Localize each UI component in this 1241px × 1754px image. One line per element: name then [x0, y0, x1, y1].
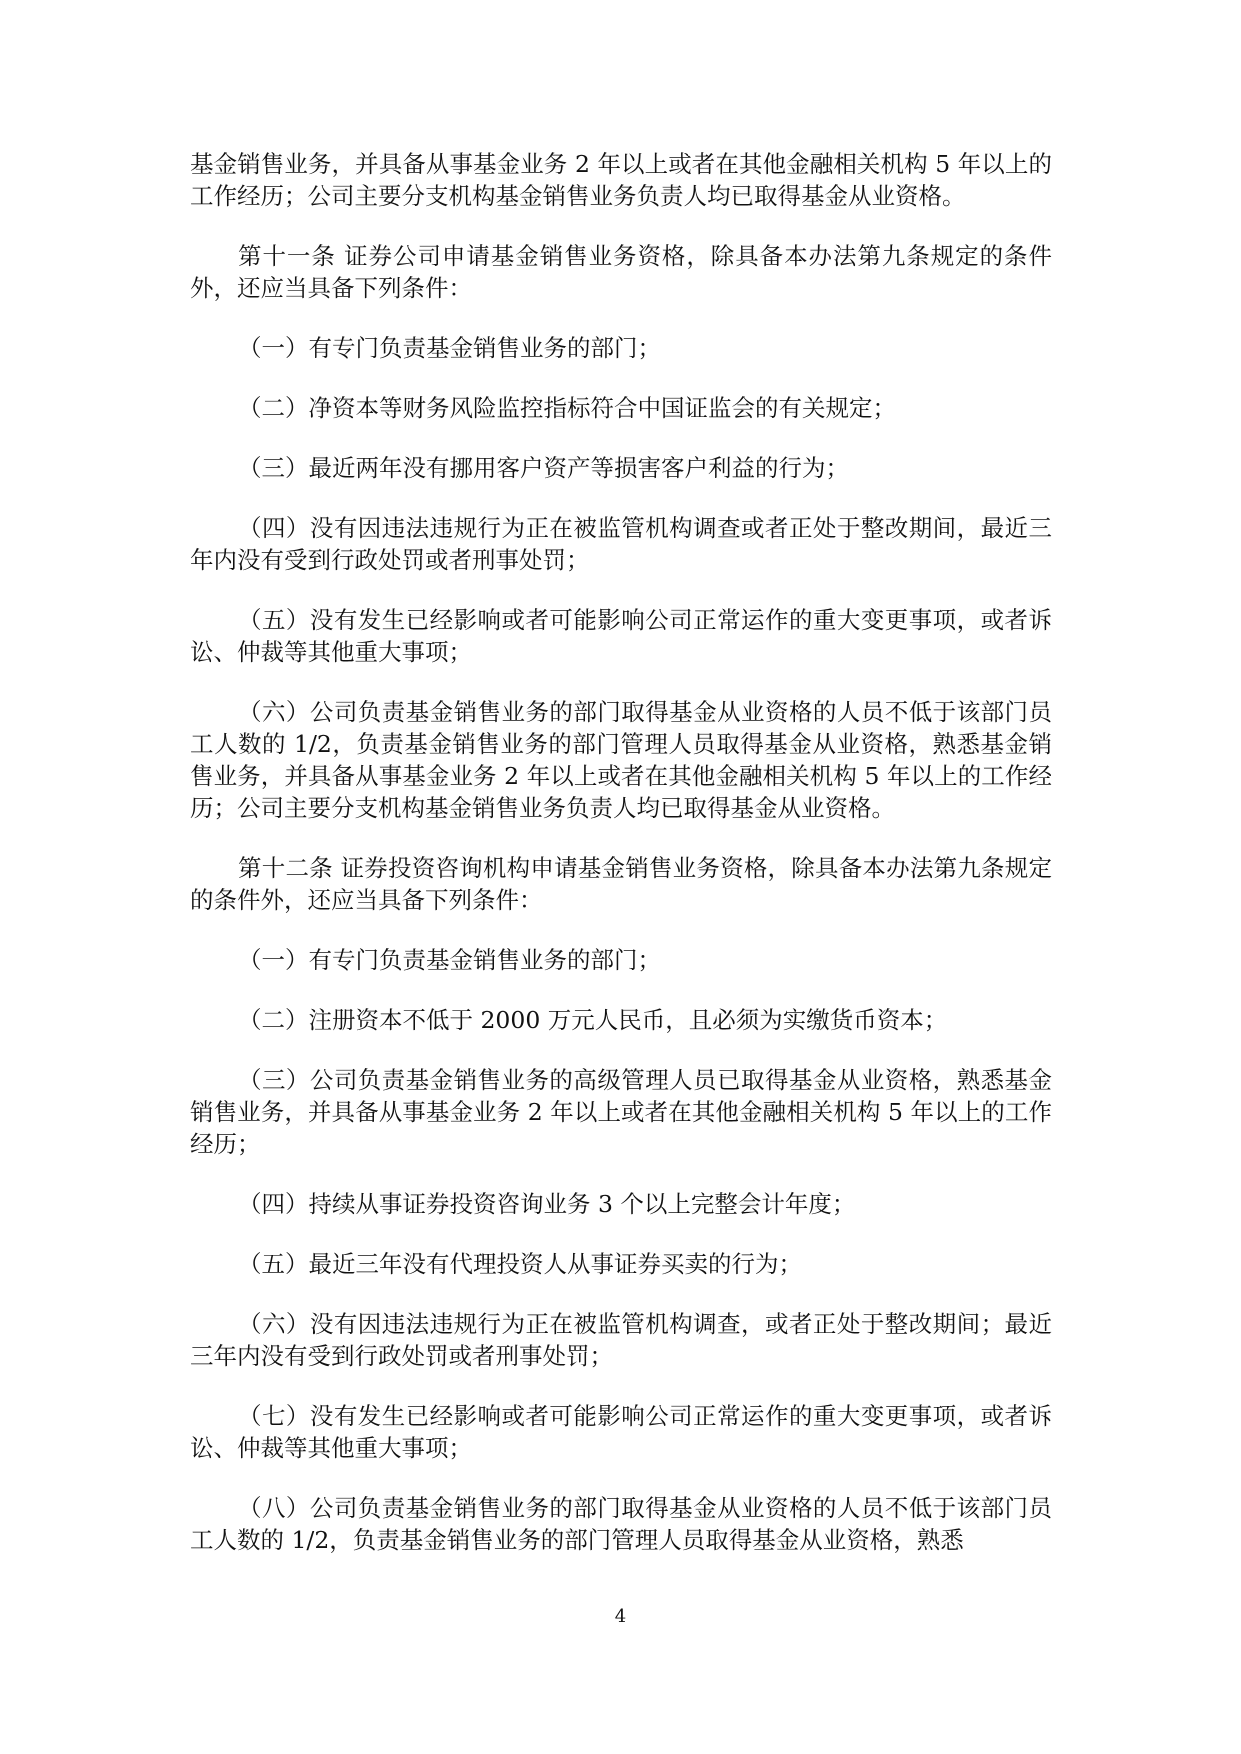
- paragraph: 第十一条 证券公司申请基金销售业务资格，除具备本办法第九条规定的条件外，还应当具备下列条件：: [190, 242, 1052, 302]
- document-body: [190, 148, 1052, 1584]
- paragraph: （七）没有发生已经影响或者可能影响公司正常运作的重大变更事项，或者诉讼、仲裁等其他重大事项；: [190, 1402, 1052, 1462]
- paragraph: （二）注册资本不低于 2000 万元人民币，且必须为实缴货币资本；: [238, 1006, 948, 1034]
- paragraph: 基金销售业务，并具备从事基金业务 2 年以上或者在其他金融相关机构 5 年以上的工作经历；公司主要分支机构基金销售业务负责人均已取得基金从业资格。: [190, 150, 1052, 210]
- page-number: 4: [614, 1606, 627, 1627]
- paragraph: （二）净资本等财务风险监控指标符合中国证监会的有关规定；: [238, 394, 896, 422]
- paragraph: （六）公司负责基金销售业务的部门取得基金从业资格的人员不低于该部门员工人数的 1/2，负责基金销售业务的部门管理人员取得基金从业资格，熟悉基金销售业务，并具备从事基金业务 2 年以上或者在其他金融相关机构 5 年以上的工作经历；公司主要分支机构基金销售业务负责人均已取得基金从业资格。: [190, 698, 1052, 822]
- paragraph: （八）公司负责基金销售业务的部门取得基金从业资格的人员不低于该部门员工人数的 1/2，负责基金销售业务的部门管理人员取得基金从业资格，熟悉: [190, 1494, 1052, 1554]
- paragraph: （六）没有因违法违规行为正在被监管机构调查，或者正处于整改期间；最近三年内没有受到行政处罚或者刑事处罚；: [190, 1310, 1052, 1370]
- paragraph: （三）公司负责基金销售业务的高级管理人员已取得基金从业资格，熟悉基金销售业务，并具备从事基金业务 2 年以上或者在其他金融相关机构 5 年以上的工作经历；: [190, 1066, 1052, 1158]
- paragraph: （五）没有发生已经影响或者可能影响公司正常运作的重大变更事项，或者诉讼、仲裁等其他重大事项；: [190, 606, 1052, 666]
- paragraph: （五）最近三年没有代理投资人从事证券买卖的行为；: [238, 1250, 802, 1278]
- paragraph: （一）有专门负责基金销售业务的部门；: [238, 334, 661, 362]
- paragraph: （三）最近两年没有挪用客户资产等损害客户利益的行为；: [238, 454, 849, 482]
- paragraph: （四）没有因违法违规行为正在被监管机构调查或者正处于整改期间，最近三年内没有受到行政处罚或者刑事处罚；: [190, 514, 1052, 574]
- paragraph: 第十二条 证券投资咨询机构申请基金销售业务资格，除具备本办法第九条规定的条件外，还应当具备下列条件：: [190, 854, 1052, 914]
- paragraph: （一）有专门负责基金销售业务的部门；: [238, 946, 661, 974]
- paragraph: （四）持续从事证券投资咨询业务 3 个以上完整会计年度；: [238, 1190, 856, 1218]
